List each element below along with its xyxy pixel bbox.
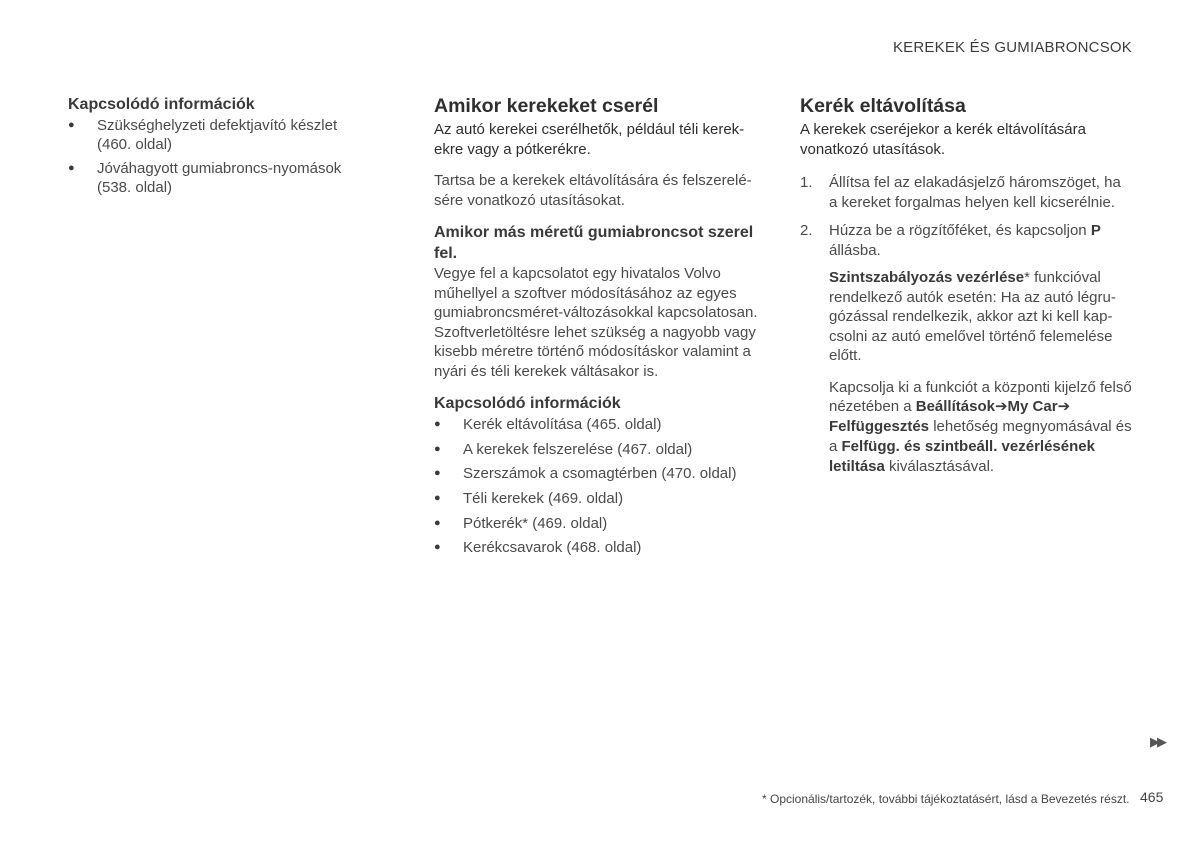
menu-settings: Beállítások xyxy=(915,398,995,416)
instruction-paragraph: Tartsa be a kerekek eltávolítására és felszerelé-sére vonatkozó utasításokat. xyxy=(434,172,752,209)
section-lead: Az autó kerekei cserélhetők, például téli kerek-ekre vagy a pótkerékre. xyxy=(434,121,745,158)
related-info-list xyxy=(68,116,368,197)
related-link-defect-kit[interactable]: ● Szükséghelyzeti defektjavító készlet (460. oldal) xyxy=(68,116,368,154)
menu-disable-level-control: Felfügg. és szintbeáll. vezérlésének letiltása xyxy=(829,437,1095,475)
related-link-winter-wheels[interactable]: ● Téli kerekek (469. oldal) xyxy=(434,489,766,508)
footnote: * Opcionális/tartozék, további tájékoztatásért, lásd a Bevezetés részt. xyxy=(762,792,1130,806)
disable-note-text: lehetőség megnyomásával és a xyxy=(829,418,1132,455)
section-title-wheel-removal: Kerék eltávolítása xyxy=(800,95,966,117)
section-title-changing-wheels: Amikor kerekeket cserél xyxy=(434,95,659,117)
level-control-note-text: * funkcióval rendelkező autók esetén: Ha az autó légru-gózással rendelkezik, akkor azt ki kell kap-csolni az autó emelővel történő felemelése előtt. xyxy=(829,269,1116,364)
related-info-heading: Kapcsolódó információk xyxy=(434,395,621,412)
step-number: 1. xyxy=(800,174,813,191)
related-link-tools[interactable]: ● Szerszámok a csomagtérben (470. oldal) xyxy=(434,464,766,483)
subheading-different-size: Amikor más méretű gumiabroncsot szerel fel. xyxy=(434,224,754,262)
different-size-paragraph: Vegye fel a kapcsolatot egy hivatalos Volvo műhellyel a szoftver módosításához az egyes gumiabroncsméret-változásokkal kapcsolatosan. Szoftverletöltésre lehet szükség a nagyobb vagy kisebb méretre történő módosításkor valamint a nyári és téli kerekek váltásakor is. xyxy=(434,265,758,380)
menu-suspension: Felfüggesztés xyxy=(829,418,930,436)
level-control-function-name: Szintszabályozás vezérlése xyxy=(829,269,1025,286)
related-info-column xyxy=(68,94,368,202)
step-1 xyxy=(800,173,1132,212)
menu-arrow-icon: ➔ xyxy=(994,398,1008,416)
continued-arrows-icon: ▶▶ xyxy=(1150,734,1164,749)
disable-note-text: Kapcsolja ki a funkciót a központi kijelző felső nézetében a xyxy=(829,378,1132,416)
page-number: 465 xyxy=(1140,789,1164,805)
step-text: Állítsa fel az elakadásjelző háromszöget, ha a kereket forgalmas helyen kell kicserélnie. xyxy=(829,174,1121,211)
related-info-list xyxy=(434,415,766,557)
related-link-wheel-bolts[interactable]: ● Kerékcsavarok (468. oldal) xyxy=(434,538,766,557)
menu-arrow-icon: ➔ xyxy=(1057,398,1071,416)
step-text: Húzza be a rögzítőféket, és kapcsoljon xyxy=(829,222,1091,239)
related-link-wheel-removal[interactable]: ● Kerék eltávolítása (465. oldal) xyxy=(434,415,766,434)
level-control-note xyxy=(800,268,1132,366)
gear-position-p: P xyxy=(1090,222,1101,239)
steps-list xyxy=(800,173,1132,260)
related-info-heading: Kapcsolódó információk xyxy=(68,96,255,113)
related-link-tyre-pressures[interactable]: ● Jóváhagyott gumiabroncs-nyomások (538. oldal) xyxy=(68,159,368,197)
disable-function-note xyxy=(800,378,1132,477)
related-link-wheel-fitting[interactable]: ● A kerekek felszerelése (467. oldal) xyxy=(434,440,766,459)
menu-my-car: My Car xyxy=(1007,398,1058,416)
related-link-spare-wheel[interactable]: ● Pótkerék* (469. oldal) xyxy=(434,514,766,533)
section-lead: A kerekek cseréjekor a kerék eltávolítására vonatkozó utasítások. xyxy=(800,121,1086,158)
step-text-end: állásba. xyxy=(829,241,881,259)
changing-wheels-section xyxy=(434,94,766,563)
page-header-title: KEREKEK ÉS GUMIABRONCSOK xyxy=(892,39,1132,56)
step-2 xyxy=(800,221,1132,260)
step-number: 2. xyxy=(800,222,813,239)
wheel-removal-section xyxy=(800,94,1132,476)
disable-note-text: kiválasztásával. xyxy=(884,457,995,475)
